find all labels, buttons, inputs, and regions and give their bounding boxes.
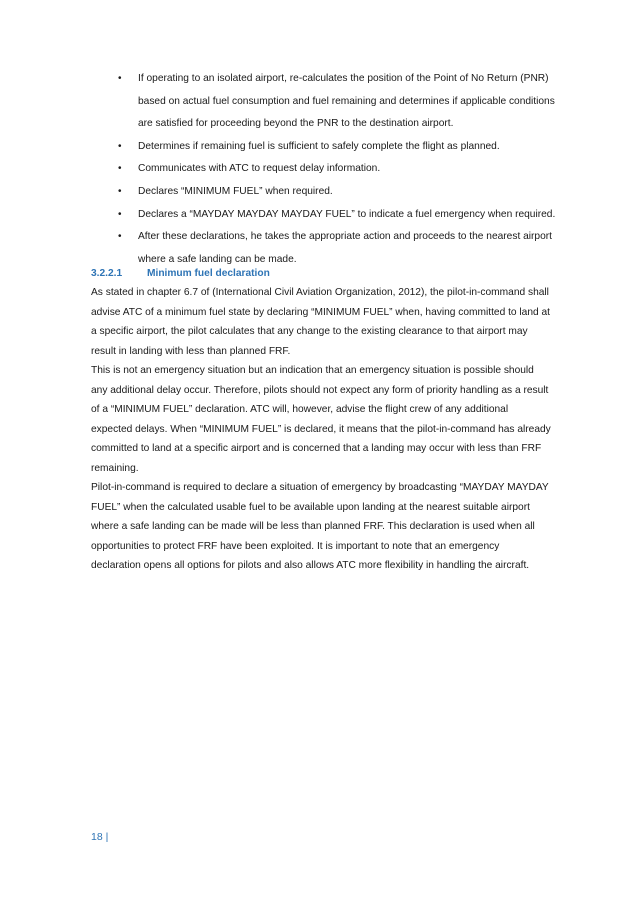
paragraph: This is not an emergency situation but an indication that an emergency situation is possible should any additional delay occur. Therefore, pilots should not expect any form of priority handling as a result of a “MINIMUM FUEL” declaration. ATC will, however, advise the flight crew of any additional expected delays. When “MINIMUM FUEL” is declared, it means that the pilot-in-command has already committed to land at a specific airport and is concerned that a landing may occur with less than FRF remaining. bbox=[91, 365, 551, 474]
bullet-item bbox=[118, 204, 558, 227]
bullet-item bbox=[118, 226, 558, 271]
paragraph: Pilot-in-command is required to declare a situation of emergency by broadcasting “MAYDAY MAYDAY FUEL” when the calculated usable fuel to be available upon landing at the nearest suitable airport where a safe landing can be made will be less than planned FRF. This declaration is used when all opportunities to protect FRF have been exploited. It is important to note that an emergency declaration opens all options for pilots and also allows ATC more flexibility in handling the aircraft. bbox=[91, 482, 549, 571]
section-heading bbox=[91, 266, 270, 282]
bullet-icon: • bbox=[118, 185, 122, 197]
page-number: 18 | bbox=[91, 831, 109, 843]
bullet-list bbox=[118, 68, 558, 271]
bullet-item bbox=[118, 136, 558, 159]
bullet-icon: • bbox=[118, 140, 122, 152]
bullet-icon: • bbox=[118, 208, 122, 220]
bullet-text: After these declarations, he takes the appropriate action and proceeds to the nearest airport where a safe landing can be made. bbox=[138, 231, 552, 265]
bullet-icon: • bbox=[118, 231, 122, 243]
bullet-icon: • bbox=[118, 73, 122, 84]
paragraph: As stated in chapter 6.7 of (International Civil Aviation Organization, 2012), the pilot-in-command shall advise ATC of a minimum fuel state by declaring “MINIMUM FUEL” when, having committed to land at a specific airport, the pilot calculates that any change to the existing clearance to that airport may result in landing with less than planned FRF. bbox=[91, 287, 550, 357]
bullet-item bbox=[118, 158, 558, 181]
bullet-icon: • bbox=[118, 163, 122, 175]
bullet-text: Communicates with ATC to request delay information. bbox=[138, 163, 381, 175]
section-number: 3.2.2.1 bbox=[91, 268, 123, 279]
bullet-text: If operating to an isolated airport, re-calculates the position of the Point of No Return (PNR) based on actual fuel consumption and fuel remaining and determines if applicable conditions are satisfied for proceeding beyond the PNR to the destination airport. bbox=[138, 73, 555, 130]
bullet-text: Declares “MINIMUM FUEL” when required. bbox=[138, 185, 333, 197]
bullet-text: Declares a “MAYDAY MAYDAY MAYDAY FUEL” to indicate a fuel emergency when required. bbox=[138, 208, 556, 220]
bullet-item bbox=[118, 181, 558, 204]
section-body bbox=[91, 283, 551, 576]
bullet-item bbox=[118, 68, 558, 136]
section-title: Minimum fuel declaration bbox=[147, 268, 270, 279]
bullet-text: Determines if remaining fuel is sufficient to safely complete the flight as planned. bbox=[138, 140, 500, 152]
